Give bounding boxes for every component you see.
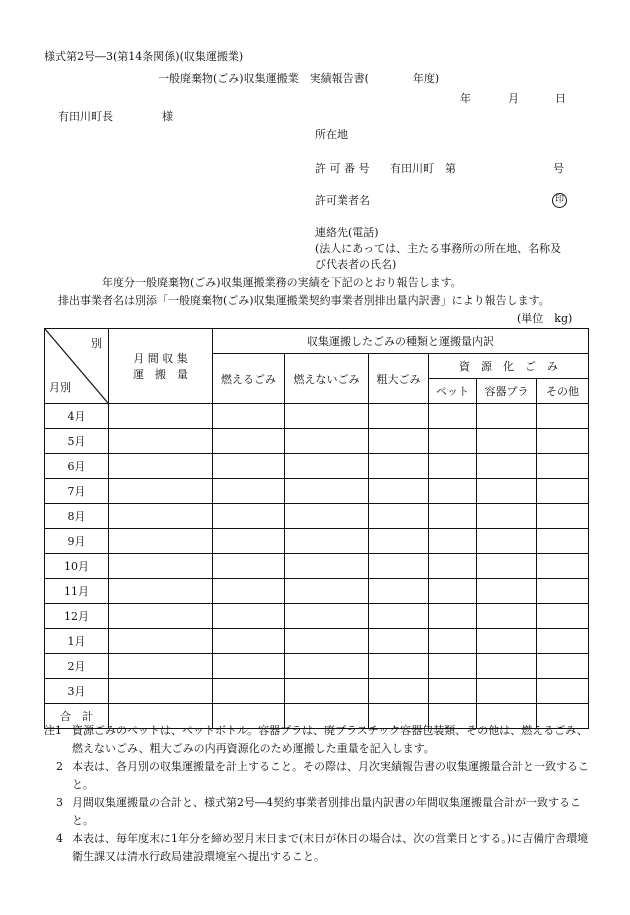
burnable-header: 燃えるごみ xyxy=(213,354,285,404)
monthly-volume-cell[interactable] xyxy=(109,679,213,704)
note-number: 注1 xyxy=(44,724,62,737)
month-label: 5月 xyxy=(45,429,109,454)
monthly-volume-cell[interactable] xyxy=(109,404,213,429)
plastic-cell[interactable] xyxy=(477,429,537,454)
permit-suffix: 号 xyxy=(553,162,564,175)
burnable-cell[interactable] xyxy=(213,504,285,529)
nonburnable-cell[interactable] xyxy=(285,554,369,579)
plastic-cell[interactable] xyxy=(477,604,537,629)
plastic-cell[interactable] xyxy=(477,679,537,704)
note-text: 資源ごみのペットは、ペットボトル。容器プラは、廃プラスチック容器包装類、その他は、燃えるごみ、燃えないごみ、粗大ごみの内再資源化のため運搬した重量を記入します。 xyxy=(72,724,588,755)
month-label: 8月 xyxy=(45,504,109,529)
plastic-cell[interactable] xyxy=(477,529,537,554)
statement-line1: 年度分一般廃棄物(ごみ)収集運搬業務の実績を下記のとおり報告します。 xyxy=(102,276,462,289)
seal-icon: 印 xyxy=(552,193,567,208)
bulky-cell[interactable] xyxy=(369,529,429,554)
corner-bottom-label: 月別 xyxy=(49,381,71,394)
date-month-label: 月 xyxy=(508,92,519,105)
month-label: 1月 xyxy=(45,629,109,654)
pet-cell[interactable] xyxy=(429,629,477,654)
date-day-label: 日 xyxy=(555,92,566,105)
bulky-cell[interactable] xyxy=(369,429,429,454)
other-cell[interactable] xyxy=(537,629,589,654)
note-item xyxy=(44,830,592,866)
table-row xyxy=(45,604,589,629)
addressee: 有田川町長 xyxy=(58,110,113,123)
table-row xyxy=(45,504,589,529)
nonburnable-cell[interactable] xyxy=(285,654,369,679)
other-cell[interactable] xyxy=(537,479,589,504)
pet-cell[interactable] xyxy=(429,454,477,479)
corner-top-label: 別 xyxy=(91,337,102,350)
plastic-cell[interactable] xyxy=(477,479,537,504)
address-label: 所在地 xyxy=(315,128,348,141)
recyclable-header: 資 源 化 ご み xyxy=(429,354,589,379)
plastic-cell[interactable] xyxy=(477,504,537,529)
plastic-cell[interactable] xyxy=(477,654,537,679)
monthly-volume-header-line1: 月 間 収 集 xyxy=(133,352,188,365)
month-label: 12月 xyxy=(45,604,109,629)
pet-cell[interactable] xyxy=(429,604,477,629)
table-row xyxy=(45,679,589,704)
other-cell[interactable] xyxy=(537,454,589,479)
note-text: 本表は、各月別の収集運搬量を計上すること。その際は、月次実績報告書の収集運搬量合計と一致すること。 xyxy=(72,760,589,791)
nonburnable-cell[interactable] xyxy=(285,504,369,529)
monthly-volume-header xyxy=(109,329,213,404)
month-label: 6月 xyxy=(45,454,109,479)
monthly-volume-cell[interactable] xyxy=(109,554,213,579)
bulky-cell[interactable] xyxy=(369,479,429,504)
burnable-cell[interactable] xyxy=(213,529,285,554)
permit-number-label: 許 可 番 号 xyxy=(315,162,370,175)
breakdown-group-header: 収集運搬したごみの種類と運搬量内訳 xyxy=(213,329,589,354)
pet-cell[interactable] xyxy=(429,479,477,504)
date-year-label: 年 xyxy=(460,92,471,105)
bulky-cell[interactable] xyxy=(369,504,429,529)
pet-cell[interactable] xyxy=(429,654,477,679)
table-row xyxy=(45,629,589,654)
table-row xyxy=(45,529,589,554)
month-label: 7月 xyxy=(45,479,109,504)
bulky-cell[interactable] xyxy=(369,454,429,479)
notes xyxy=(44,722,592,866)
seal-mark xyxy=(552,192,567,208)
other-cell[interactable] xyxy=(537,554,589,579)
pet-cell[interactable] xyxy=(429,679,477,704)
burnable-cell[interactable] xyxy=(213,629,285,654)
note-item xyxy=(44,758,592,794)
monthly-volume-cell[interactable] xyxy=(109,579,213,604)
other-cell[interactable] xyxy=(537,429,589,454)
note-text: 月間収集運搬量の合計と、様式第2号―4契約事業者別排出量内訳書の年間収集運搬量合計が一致すること。 xyxy=(72,796,581,827)
burnable-cell[interactable] xyxy=(213,429,285,454)
monthly-volume-cell[interactable] xyxy=(109,629,213,654)
monthly-volume-cell[interactable] xyxy=(109,429,213,454)
monthly-volume-cell[interactable] xyxy=(109,529,213,554)
bulky-cell[interactable] xyxy=(369,604,429,629)
table-row xyxy=(45,429,589,454)
burnable-cell[interactable] xyxy=(213,554,285,579)
note-text: 本表は、毎年度末に1年分を締め翌月末日まで(末日が休日の場合は、次の営業日とする。)に吉備庁舎環境衛生課又は清水行政局建設環境室へ提出すること。 xyxy=(72,832,589,863)
nonburnable-cell[interactable] xyxy=(285,629,369,654)
month-label: 10月 xyxy=(45,554,109,579)
form-number: 様式第2号―3(第14条関係)(収集運搬業) xyxy=(44,50,244,63)
month-label: 4月 xyxy=(45,404,109,429)
note-number: 3 xyxy=(56,796,63,809)
plastic-cell[interactable] xyxy=(477,579,537,604)
permit-town: 有田川町 第 xyxy=(390,162,456,175)
bulky-cell[interactable] xyxy=(369,679,429,704)
pet-cell[interactable] xyxy=(429,554,477,579)
pet-header: ペット xyxy=(429,379,477,404)
monthly-volume-header-line2: 運 搬 量 xyxy=(133,368,188,381)
statement-line2: 排出事業者名は別添「一般廃棄物(ごみ)収集運搬業契約事業者別排出量内訳書」により報告します。 xyxy=(58,294,550,307)
monthly-volume-cell[interactable] xyxy=(109,654,213,679)
month-label: 9月 xyxy=(45,529,109,554)
note-item xyxy=(44,794,592,830)
nonburnable-cell[interactable] xyxy=(285,604,369,629)
note-number: 4 xyxy=(56,832,63,845)
table-row xyxy=(45,479,589,504)
bulky-header: 粗大ごみ xyxy=(369,354,429,404)
month-label: 2月 xyxy=(45,654,109,679)
table-row xyxy=(45,579,589,604)
table-row xyxy=(45,404,589,429)
monthly-volume-cell[interactable] xyxy=(109,504,213,529)
bulky-cell[interactable] xyxy=(369,404,429,429)
bulky-cell[interactable] xyxy=(369,579,429,604)
nonburnable-cell[interactable] xyxy=(285,529,369,554)
plastic-cell[interactable] xyxy=(477,554,537,579)
other-cell[interactable] xyxy=(537,579,589,604)
table-row xyxy=(45,454,589,479)
burnable-cell[interactable] xyxy=(213,604,285,629)
burnable-cell[interactable] xyxy=(213,654,285,679)
pet-cell[interactable] xyxy=(429,429,477,454)
corner-header-cell xyxy=(45,329,109,404)
bulky-cell[interactable] xyxy=(369,629,429,654)
report-table xyxy=(44,328,589,729)
honorific: 様 xyxy=(162,110,173,123)
report-title: 一般廃棄物(ごみ)収集運搬業 実績報告書( 年度) xyxy=(158,72,440,85)
other-cell[interactable] xyxy=(537,404,589,429)
plastic-cell[interactable] xyxy=(477,629,537,654)
nonburnable-cell[interactable] xyxy=(285,579,369,604)
monthly-volume-cell[interactable] xyxy=(109,604,213,629)
nonburnable-cell[interactable] xyxy=(285,479,369,504)
other-cell[interactable] xyxy=(537,679,589,704)
table-row xyxy=(45,654,589,679)
corporate-note-line2: び代表者の氏名) xyxy=(315,258,397,271)
other-cell[interactable] xyxy=(537,604,589,629)
note-item xyxy=(44,722,592,758)
corporate-note-line1: (法人にあっては、主たる事務所の所在地、名称及 xyxy=(315,242,562,255)
nonburnable-cell[interactable] xyxy=(285,429,369,454)
licensee-name-label: 許可業者名 xyxy=(315,194,370,207)
burnable-cell[interactable] xyxy=(213,479,285,504)
table-row xyxy=(45,554,589,579)
pet-cell[interactable] xyxy=(429,579,477,604)
nonburnable-cell[interactable] xyxy=(285,679,369,704)
unit-label: (単位 kg) xyxy=(517,312,573,325)
nonburnable-cell[interactable] xyxy=(285,404,369,429)
plastic-header: 容器プラ xyxy=(477,379,537,404)
other-cell[interactable] xyxy=(537,529,589,554)
burnable-cell[interactable] xyxy=(213,579,285,604)
pet-cell[interactable] xyxy=(429,504,477,529)
bulky-cell[interactable] xyxy=(369,654,429,679)
pet-cell[interactable] xyxy=(429,404,477,429)
plastic-cell[interactable] xyxy=(477,404,537,429)
monthly-volume-cell[interactable] xyxy=(109,454,213,479)
bulky-cell[interactable] xyxy=(369,554,429,579)
other-cell[interactable] xyxy=(537,504,589,529)
month-label: 11月 xyxy=(45,579,109,604)
pet-cell[interactable] xyxy=(429,529,477,554)
plastic-cell[interactable] xyxy=(477,454,537,479)
nonburnable-header: 燃えないごみ xyxy=(285,354,369,404)
note-number: 2 xyxy=(56,760,63,773)
contact-label: 連絡先(電話) xyxy=(315,226,379,239)
other-header: その他 xyxy=(537,379,589,404)
burnable-cell[interactable] xyxy=(213,679,285,704)
burnable-cell[interactable] xyxy=(213,404,285,429)
monthly-volume-cell[interactable] xyxy=(109,479,213,504)
nonburnable-cell[interactable] xyxy=(285,454,369,479)
burnable-cell[interactable] xyxy=(213,454,285,479)
total-label: 合 計 xyxy=(45,704,109,729)
other-cell[interactable] xyxy=(537,654,589,679)
month-label: 3月 xyxy=(45,679,109,704)
